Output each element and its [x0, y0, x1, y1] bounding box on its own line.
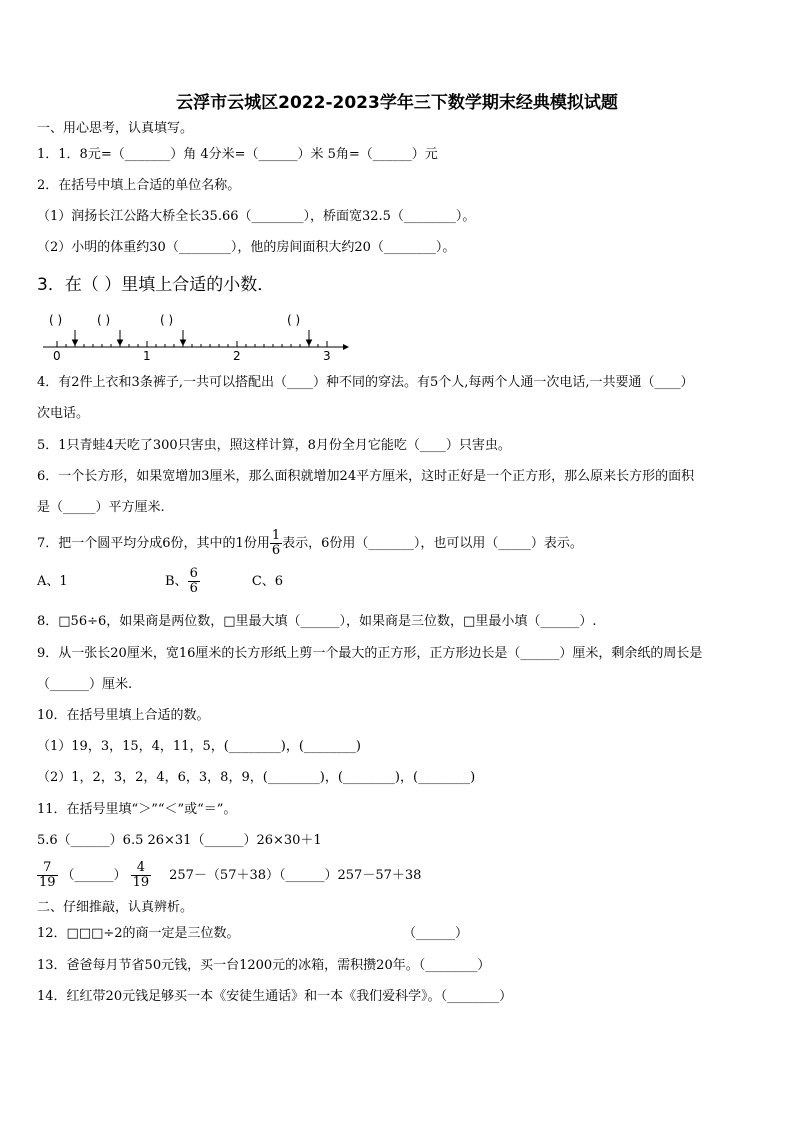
question-11-row-2	[37, 858, 421, 894]
question-7	[37, 528, 583, 560]
number-line-bracket: ( )	[287, 313, 301, 327]
number-line-bracket: ( )	[97, 313, 111, 327]
number-line-arrow	[343, 344, 349, 350]
fraction-4-19: $\frac{4}{19}$	[132, 860, 150, 890]
question-13: 13．爸爸每月节省50元钱，买一台1200元的冰箱，需积攒20年。（________）	[37, 958, 491, 973]
number-line-bracket: ( )	[160, 313, 174, 327]
question-4-continued: 次电话。	[37, 406, 90, 421]
question-8: 8．□56÷6，如果商是两位数，□里最大填（______），如果商是三位数，□里最小填（______）.	[37, 614, 597, 629]
question-7-text: 7．把一个圆平均分成6份，其中的1份用	[37, 536, 270, 551]
question-12-blank: （______）	[403, 926, 469, 941]
question-14: 14．红红带20元钱足够买一本《安徒生通话》和一本《我们爱科学》。（________）	[37, 989, 513, 1004]
fraction-7-19: $\frac{7}{19}$	[39, 860, 56, 890]
compare-blank: （______）	[61, 868, 127, 883]
question-10: 10．在括号里填上合适的数。	[37, 708, 210, 723]
number-line-down-arrows	[73, 330, 312, 345]
option-a: A、1	[37, 574, 68, 589]
question-12: 12．□□□÷2的商一定是三位数。	[37, 926, 240, 941]
question-2-part-1: （1）润扬长江公路大桥全长35.66（________），桥面宽32.5（________）。	[37, 209, 476, 224]
number-line-label: 2	[233, 349, 241, 362]
fraction-one-sixth: $\frac{1}{6}$	[271, 528, 281, 558]
question-4: 4．有2件上衣和3条裤子,一共可以搭配出（____）种不同的穿法。有5个人,每两个人通一次电话,一共要通（____）	[37, 375, 694, 390]
number-line-bracket: ( )	[49, 313, 63, 327]
question-9-continued: （______）厘米.	[37, 677, 133, 692]
question-7-options	[37, 566, 283, 598]
question-5: 5．1只青蛙4天吃了300只害虫，照这样计算，8月份全月它能吃（____）只害虫。	[37, 438, 511, 453]
option-b-fraction: $\frac{6}{6}$	[189, 566, 198, 596]
question-3: 3．在（ ）里填上合适的小数．	[37, 275, 275, 295]
option-c: C、6	[251, 574, 284, 589]
question-1: 1．1．8元=（_______）角 4分米=（______）米 5角=（______）元	[37, 147, 438, 162]
option-b-label: B、	[165, 574, 188, 589]
section-heading-2: 二、仔细推敲，认真辨析。	[37, 900, 194, 915]
question-10-part-2: （2）1，2，3，2，4，6，3，8，9，(________)，(________)，(________)	[37, 770, 476, 785]
question-9: 9．从一张长20厘米，宽16厘米的长方形纸上剪一个最大的正方形，正方形边长是（______）厘米，剩余纸的周长是	[37, 646, 703, 661]
question-11-row-1: 5.6（______）6.5 26×31（______）26×30＋1	[37, 833, 322, 848]
question-6-continued: 是（_____）平方厘米.	[37, 500, 165, 515]
number-line-label: 3	[323, 349, 331, 362]
question-10-part-1: （1）19，3，15，4，11，5，(________)，(________)	[37, 739, 361, 754]
section-heading-1: 一、用心思考，认真填写。	[37, 121, 194, 136]
question-6: 6．一个长方形，如果宽增加3厘米，那么面积就增加24平方厘米，这时正好是一个正方形，那么原来长方形的面积	[37, 469, 695, 484]
number-line-label: 0	[53, 349, 61, 362]
question-2-part-2: （2）小明的体重约30（________），他的房间面积大约20（________）。	[37, 240, 456, 255]
number-line-label: 1	[143, 349, 151, 362]
compare-expression: 257－（57＋38）（______）257－57＋38	[169, 868, 422, 883]
question-7-text-end: 表示，6份用（_______），也可以用（_____）表示。	[282, 536, 583, 551]
number-line	[37, 310, 357, 362]
question-11: 11．在括号里填“＞”“＜”或“＝”。	[37, 802, 237, 817]
question-2: 2．在括号中填上合适的单位名称。	[37, 178, 241, 193]
page-title: 云浮市云城区2022-2023学年三下数学期末经典模拟试题	[176, 93, 618, 113]
